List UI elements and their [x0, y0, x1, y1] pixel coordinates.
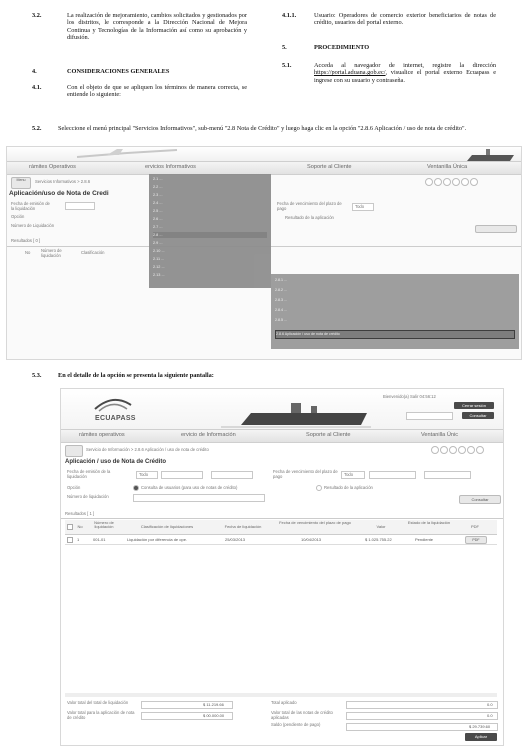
submenu-item-aplicacion-uso[interactable]: 2.8.6 Aplicación / uso de nota de crédito — [275, 330, 515, 339]
menu-item[interactable]: 2.5 ... — [153, 209, 163, 213]
radio-resultado-aplicacion[interactable] — [316, 485, 322, 491]
fecha-hasta-input[interactable] — [211, 471, 253, 479]
section-5-2-text: Seleccione el menú principal "Servicios Informativos", sub-menú "2.8 Nota de Crédito" y luego haga clic en la opción "2.8.6 Aplicación / uso de nota de crédito". — [58, 125, 467, 132]
main-nav — [61, 429, 503, 443]
select-all-checkbox[interactable] — [67, 524, 73, 530]
servicios-informativos-menu — [149, 174, 271, 288]
cell-numero-liquidacion: 001-01 — [93, 537, 106, 542]
tool-circle-icon[interactable] — [425, 178, 433, 186]
menu-item[interactable]: 2.9 ... — [153, 241, 163, 245]
section-4-1-number: 4.1. — [32, 84, 42, 91]
summary-value-total-liquidacion: $ 11.219.66 — [203, 702, 224, 707]
section-5-1-text: Acceda al navegador de internet, registre la dirección https://portal.aduana.gob.ec/, visualice el portal externo Ecuapass e ingrese con su usuario y contraseña. — [314, 62, 496, 84]
label-numero-liquidacion: Número de liquidación — [67, 494, 109, 499]
section-4-title: CONSIDERACIONES GENERALES — [67, 68, 170, 75]
cell-valor: $ 1.025.755.22 — [365, 537, 392, 542]
tool-circle-icon[interactable] — [476, 446, 484, 454]
nav-servicio-informacion[interactable]: ervicio de Información — [181, 432, 236, 438]
ecuapass-logo-text: ECUAPASS — [95, 415, 136, 422]
col-numero-liquidacion: Número de liquidación — [94, 520, 114, 530]
page-title: Aplicación/uso de Nota de Credi — [9, 190, 109, 197]
tool-circle-icon[interactable] — [449, 446, 457, 454]
divider — [61, 518, 503, 519]
airplane-banner-icon — [67, 147, 187, 161]
section-3-2-text: La realización de mejoramiento, cambios solicitados y gestionados por los distritos, le corresponde a la Dirección Nacional de Mejora Continua y Tecnologías de la Información así como su aprobación y difusión. — [67, 12, 247, 42]
cell-no: 1 — [77, 537, 80, 542]
summary-value-total-aplicado: 0.0 — [487, 702, 493, 707]
tool-circle-icon[interactable] — [431, 446, 439, 454]
table-row[interactable] — [65, 535, 497, 545]
menu-item[interactable]: 2.6 ... — [153, 217, 163, 221]
section-4-1-text: Con el objeto de que se apliquen los términos de manera correcta, se entiende lo siguiente: — [67, 84, 247, 99]
summary-label-total-aplicacion: Valor total para la aplicación de nota de crédito — [67, 710, 135, 720]
consultar-button[interactable]: Consultar — [459, 495, 501, 504]
label-resultado-aplicacion: Resultado de la aplicación — [285, 215, 334, 220]
menu-item[interactable]: 2.7 ... — [153, 225, 163, 229]
menu-toggle-button[interactable]: Menu — [11, 177, 31, 189]
page-title: Aplicación / uso de Nota de Crédito — [65, 459, 167, 465]
results-count: Resultados [ 0 ] — [11, 238, 41, 243]
fecha-desde-input[interactable] — [161, 471, 203, 479]
section-5-number: 5. — [282, 44, 287, 51]
section-4-number: 4. — [32, 68, 37, 75]
summary-value-notas-aplicadas: 0.0 — [487, 713, 493, 718]
row-checkbox[interactable] — [67, 537, 73, 543]
radio-consulta-label: Consulta de usuarios (para uso de notas de crédito) — [141, 485, 238, 490]
summary-value-saldo: $ 29.739.60 — [469, 724, 491, 729]
aplicar-button[interactable]: Aplicar — [465, 733, 497, 741]
col-fecha-liquidacion: Fecha de liquidación — [224, 524, 262, 529]
cell-clasificacion: Liquidación por diferencia de ope. — [127, 537, 188, 542]
label-fecha-vencimiento: Fecha de vencimiento del plazo de pago — [273, 469, 338, 479]
menu-item[interactable]: 2.3 ... — [153, 193, 163, 197]
col-fecha-vencimiento: Fecha de vencimiento del plazo de pago — [279, 520, 351, 525]
col-pdf: PDF — [471, 524, 479, 529]
col-no: No — [77, 524, 83, 529]
section-5-3-text: En el detalle de la opción se presenta la siguiente pantalla: — [58, 372, 214, 379]
menu-toggle-button[interactable] — [65, 445, 83, 457]
nav-ventanilla[interactable]: Ventanilla Únic — [421, 432, 459, 438]
summary-label-notas-aplicadas: Valor total de las notas de crédito aplicadas — [271, 710, 333, 720]
tool-circle-icon[interactable] — [443, 178, 451, 186]
menu-item[interactable]: 2.12 ... — [153, 265, 165, 269]
cell-estado: Pendiente — [415, 537, 434, 542]
horizontal-scrollbar[interactable] — [65, 693, 497, 697]
label-fecha-emision: Fecha de emisión de la liquidación — [67, 469, 111, 479]
section-5-title: PROCEDIMIENTO — [314, 44, 370, 51]
summary-field-total-aplicado — [346, 701, 498, 709]
ship-banner-icon — [221, 399, 371, 429]
breadcrumb: Servicios Informativos > 2.8.6 — [35, 179, 91, 184]
section-4-1-1-number: 4.1.1. — [282, 12, 297, 19]
tool-circle-icon[interactable] — [434, 178, 442, 186]
label-numero-liquidacion: Número de Liquidación — [11, 223, 55, 228]
menu-item[interactable]: 2.1 ... — [153, 177, 163, 181]
table-body-empty — [65, 545, 497, 694]
summary-value-total-aplicacion: $ 00.000.00 — [203, 713, 225, 718]
header-search-input[interactable] — [406, 412, 453, 420]
menu-item[interactable]: 2.10 ... — [153, 249, 165, 253]
menu-item[interactable]: 2.4 ... — [153, 201, 163, 205]
menu-item[interactable]: 2.11 ... — [153, 257, 165, 261]
header-user-info: Bienvenido(a) Salir 04:56:12 — [383, 394, 436, 399]
tool-circle-icon[interactable] — [458, 446, 466, 454]
summary-label-total-aplicado: Total aplicado — [271, 700, 297, 705]
label-opcion: Opción — [11, 214, 25, 219]
submenu-item[interactable]: 2.8.1 ... — [275, 278, 287, 282]
main-nav — [7, 161, 521, 175]
cell-fecha-vencimiento: 10/04/2013 — [301, 537, 322, 542]
col-numero-liquidacion: Número de liquidación — [41, 248, 62, 258]
section-5-1-number: 5.1. — [282, 62, 292, 69]
radio-resultado-label: Resultado de la aplicación — [324, 485, 373, 490]
nota-credito-submenu — [271, 274, 519, 349]
tool-circle-icon[interactable] — [470, 178, 478, 186]
section-4-1-1-text: Usuario: Operadores de comercio exterior beneficiarios de notas de crédito, usuarios del portal externo. — [314, 12, 496, 27]
screenshot-aplicacion-nota-credito — [60, 388, 504, 746]
label-fecha-emision: Fecha de emisión de la liquidación — [11, 201, 50, 211]
menu-item[interactable]: 2.13 ... — [153, 273, 165, 277]
screenshot-menu-navigation — [6, 146, 522, 360]
col-clasificacion: Clasificación — [81, 250, 105, 255]
label-fecha-vencimiento: Fecha de vencimiento del plazo de pago — [277, 201, 342, 211]
cerrar-sesion-button[interactable]: Cerrar sesión — [454, 402, 494, 409]
submenu-item[interactable]: 2.8.2 ... — [275, 288, 287, 292]
nav-servicios-informativos[interactable]: ervicios Informativos — [145, 164, 196, 170]
summary-field-notas-aplicadas — [346, 712, 498, 720]
portal-link[interactable]: https://portal.aduana.gob.ec/ — [314, 69, 386, 77]
todo-option-2: Todo — [344, 472, 354, 477]
tool-circle-icon[interactable] — [440, 446, 448, 454]
submenu-item[interactable]: 2.8.3 ... — [275, 298, 287, 302]
nav-ventanilla[interactable]: Ventanilla Única — [427, 164, 468, 170]
tool-circle-icon[interactable] — [461, 178, 469, 186]
radio-consulta-usuarios[interactable] — [133, 485, 139, 491]
numero-liquidacion-input[interactable] — [133, 494, 265, 502]
breadcrumb: Servicio de Información > 2.8.6 Aplicación / uso de nota de crédito — [86, 447, 209, 452]
menu-item[interactable]: 2.2 ... — [153, 185, 163, 189]
cell-fecha-liquidacion: 25/03/2013 — [225, 537, 246, 542]
tool-circle-icon[interactable] — [467, 446, 475, 454]
todo-option: Todo — [355, 204, 365, 209]
tool-circle-icon[interactable] — [452, 178, 460, 186]
fecha-emision-select[interactable] — [65, 202, 95, 210]
col-no: No — [25, 250, 31, 255]
col-clasificacion: Clasificación de liquidaciones — [140, 524, 194, 529]
summary-label-total-liquidacion: Valor total del total de liquidación — [67, 700, 129, 705]
label-opcion: Opción — [67, 485, 81, 490]
pdf-button[interactable]: PDF — [465, 536, 487, 544]
results-count: Resultados [ 1 ] — [65, 511, 95, 516]
col-valor: Valor — [376, 524, 386, 529]
consultar-top-button[interactable]: Consultar — [462, 412, 494, 419]
ecuapass-logo-icon — [91, 395, 135, 415]
todo-option: Todo — [139, 472, 149, 477]
table-header — [65, 520, 497, 535]
summary-label-saldo: Saldo (pendiente de pago) — [271, 722, 321, 727]
menu-item-nota-credito[interactable]: 2.8 ... — [153, 232, 267, 238]
nav-tramites[interactable]: rámites operativos — [79, 432, 125, 438]
consultar-button[interactable] — [475, 225, 517, 233]
submenu-item[interactable]: 2.8.4 ... — [275, 308, 287, 312]
section-3-2-number: 3.2. — [32, 12, 42, 19]
col-estado: Estado de la liquidación — [407, 520, 451, 525]
nav-soporte[interactable]: Soporte al Cliente — [306, 432, 351, 438]
submenu-item[interactable]: 2.8.5 ... — [275, 318, 287, 322]
vencimiento-desde-input[interactable] — [369, 471, 416, 479]
section-5-2-number: 5.2. — [32, 125, 42, 132]
vencimiento-hasta-input[interactable] — [424, 471, 471, 479]
nav-soporte[interactable]: Soporte al Cliente — [307, 164, 352, 170]
section-5-3-number: 5.3. — [32, 372, 42, 379]
nav-tramites[interactable]: rámites Operativos — [29, 164, 76, 170]
